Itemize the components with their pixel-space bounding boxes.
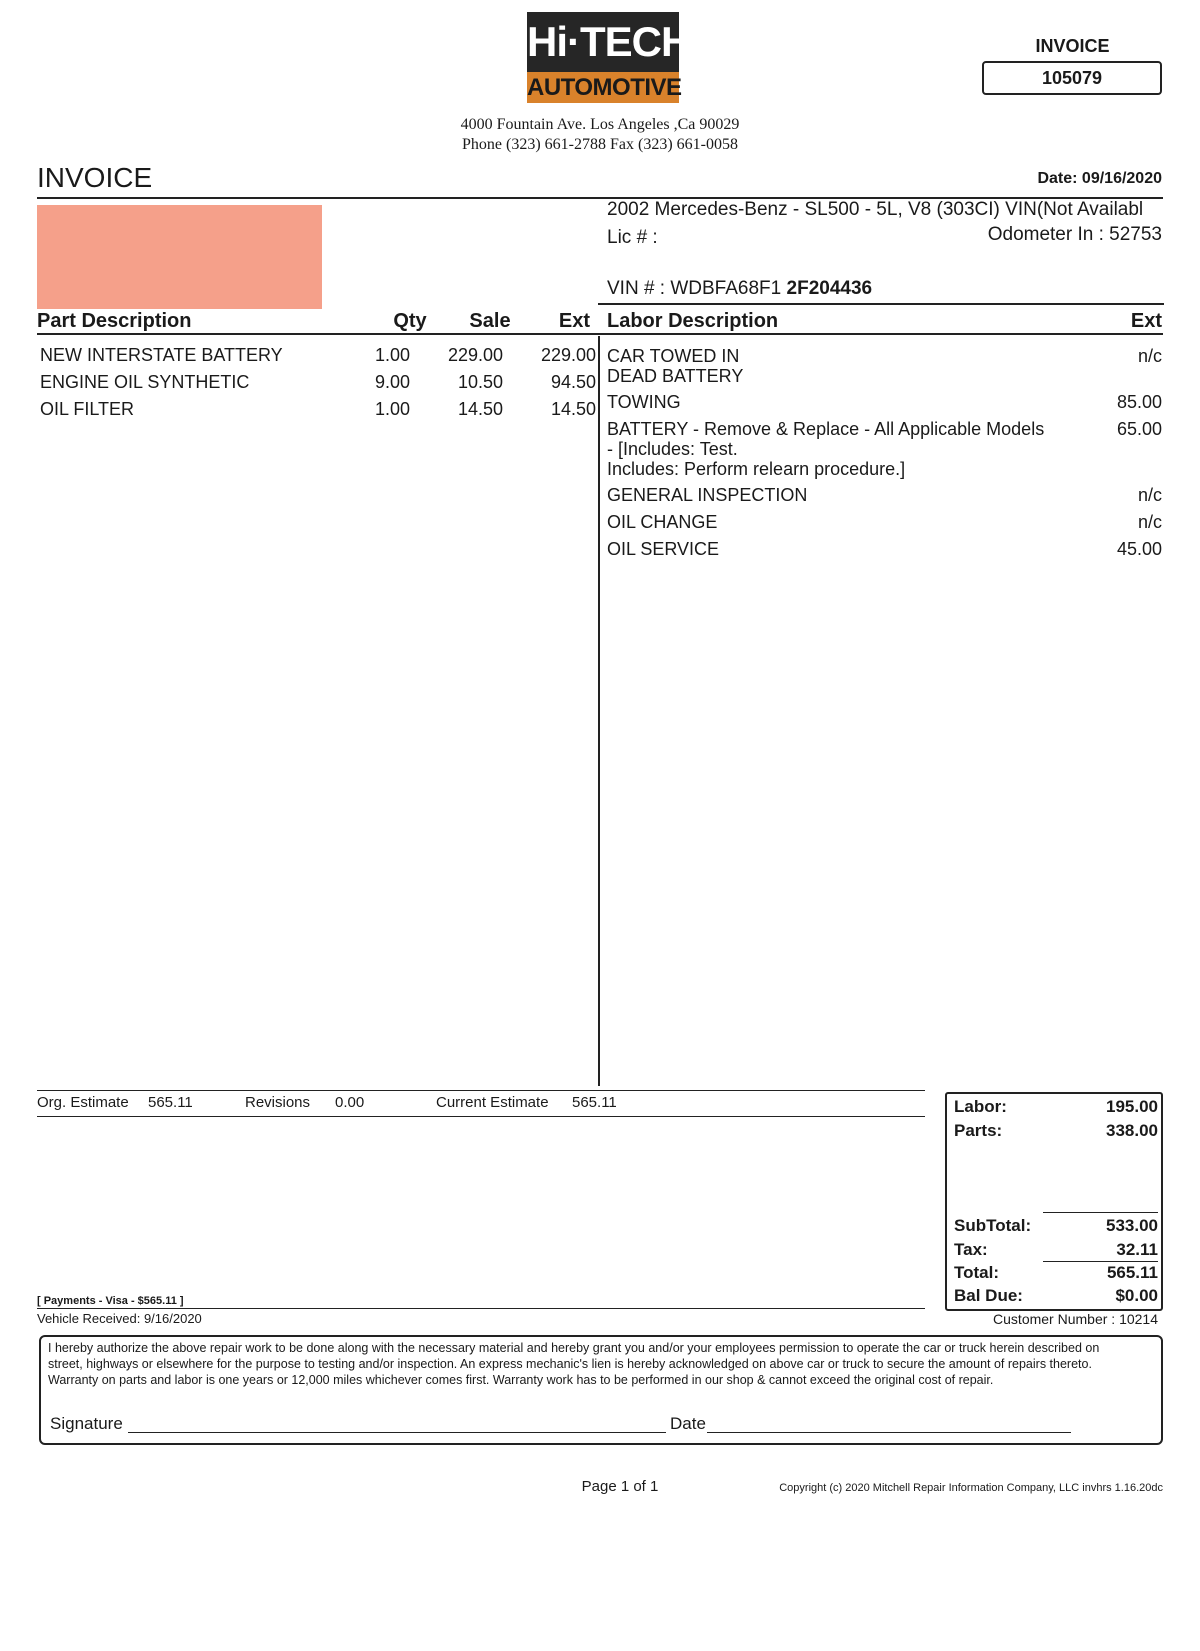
part-qty: 1.00 <box>374 345 410 365</box>
company-address: 4000 Fountain Ave. Los Angeles ,Ca 90029 <box>460 116 740 133</box>
estimate-top-divider <box>37 1090 925 1091</box>
labor-description-line2: - [Includes: Test. <box>607 439 738 459</box>
total-divider <box>1043 1261 1158 1262</box>
payments-note: [ Payments - Visa - $565.11 ] <box>37 1295 184 1307</box>
parts-total-value: 338.00 <box>1106 1121 1158 1140</box>
tax-value: 32.11 <box>1116 1240 1158 1259</box>
date-line[interactable] <box>707 1432 1071 1433</box>
parts-header-description: Part Description <box>37 310 192 332</box>
labor-ext: 85.00 <box>1116 392 1162 412</box>
authorization-text: I hereby authorize the above repair work to be done along with the necessary material and hereby grant you and/or your employees permission to operate the car or truck herein described on street, highways or elsewhere for the purpose to testing and/or inspection. An express mechanic's lien is hereby acknowledged on above car or truck to secure the amount of repairs thereto. Warranty on parts and labor is one years or 12,000 miles whichever comes first. Warranty work has to be performed in our shop & cannot exceed the original cost of repair. <box>48 1341 1100 1387</box>
part-description: ENGINE OIL SYNTHETIC <box>40 372 250 392</box>
labor-description: TOWING <box>607 392 681 412</box>
date-label: Date <box>670 1414 706 1433</box>
bal-due-label: Bal Due: <box>954 1286 1023 1305</box>
parts-total-label: Parts: <box>954 1121 1003 1140</box>
part-ext: 229.00 <box>540 345 596 365</box>
customer-number: Customer Number : 10214 <box>993 1311 1158 1327</box>
labor-description-line2: DEAD BATTERY <box>607 366 744 386</box>
part-ext: 14.50 <box>550 399 596 419</box>
part-description: OIL FILTER <box>40 399 135 419</box>
total-value: 565.11 <box>1106 1263 1158 1282</box>
total-label: Total: <box>954 1263 1000 1282</box>
signature-label: Signature <box>50 1414 123 1433</box>
parts-header-ext: Ext <box>558 310 590 332</box>
org-estimate-label: Org. Estimate <box>37 1094 129 1111</box>
tax-label: Tax: <box>954 1240 988 1259</box>
payments-divider <box>37 1308 925 1309</box>
estimate-bottom-divider <box>37 1116 925 1117</box>
page-title: INVOICE <box>37 162 153 193</box>
vin-bold-part: 2F204436 <box>786 278 873 299</box>
copyright-text: Copyright (c) 2020 Mitchell Repair Information Company, LLC invhrs 1.16.20dc <box>779 1482 1163 1494</box>
labor-ext: 45.00 <box>1116 539 1162 559</box>
odometer-in: Odometer In : 52753 <box>987 224 1162 245</box>
company-logo <box>527 12 691 103</box>
part-description: NEW INTERSTATE BATTERY <box>40 345 283 365</box>
page-number: Page 1 of 1 <box>581 1478 659 1495</box>
redacted-customer-info <box>37 205 322 309</box>
bal-due-value: $0.00 <box>1115 1286 1158 1305</box>
subtotal-value: 533.00 <box>1106 1216 1158 1235</box>
labor-total-label: Labor: <box>954 1097 1007 1116</box>
labor-header-description: Labor Description <box>607 310 779 332</box>
labor-description: CAR TOWED IN <box>607 346 740 366</box>
lic-label: Lic # : <box>607 227 658 248</box>
part-qty: 1.00 <box>374 399 410 419</box>
revisions-label: Revisions <box>245 1094 311 1111</box>
part-qty: 9.00 <box>374 372 410 392</box>
vin-divider <box>598 303 1164 305</box>
company-phone-fax: Phone (323) 661-2788 Fax (323) 661-0058 <box>462 136 738 153</box>
vin-label: VIN # : WDBFA68F1 <box>607 278 782 299</box>
subtotal-label: SubTotal: <box>954 1216 1032 1235</box>
subtotal-divider <box>1043 1212 1158 1213</box>
logo-bottom-text: AUTOMOTIVE <box>527 74 682 101</box>
labor-description: OIL SERVICE <box>607 539 720 559</box>
parts-header-sale: Sale <box>469 310 511 332</box>
vehicle-received: Vehicle Received: 9/16/2020 <box>37 1311 202 1326</box>
logo-top-text: Hi·TECH <box>527 12 679 72</box>
labor-ext: n/c <box>1137 346 1162 366</box>
labor-header-ext: Ext <box>1130 310 1162 332</box>
labor-description: GENERAL INSPECTION <box>607 485 808 505</box>
current-estimate-value: 565.11 <box>572 1094 617 1111</box>
vehicle-description: 2002 Mercedes-Benz - SL500 - 5L, V8 (303CI) VIN(Not Availabl <box>607 199 1144 220</box>
part-ext: 94.50 <box>550 372 596 392</box>
part-sale: 229.00 <box>447 345 503 365</box>
labor-ext: n/c <box>1137 485 1162 505</box>
labor-total-value: 195.00 <box>1106 1097 1158 1116</box>
part-sale: 10.50 <box>457 372 503 392</box>
org-estimate-value: 565.11 <box>148 1094 193 1111</box>
part-sale: 14.50 <box>457 399 503 419</box>
labor-ext: 65.00 <box>1116 419 1162 439</box>
vin-line <box>607 278 872 300</box>
revisions-value: 0.00 <box>335 1094 365 1111</box>
labor-description: BATTERY - Remove & Replace - All Applicable Models <box>607 419 1045 439</box>
invoice-number: 105079 <box>982 61 1162 95</box>
invoice-date: Date: 09/16/2020 <box>1037 170 1162 187</box>
header-divider <box>37 333 1163 335</box>
signature-line[interactable] <box>128 1432 666 1433</box>
labor-ext: n/c <box>1137 512 1162 532</box>
invoice-box-label: INVOICE <box>1035 36 1110 56</box>
current-estimate-label: Current Estimate <box>436 1094 549 1111</box>
column-divider <box>598 336 600 1086</box>
parts-header-qty: Qty <box>393 310 427 332</box>
labor-description: OIL CHANGE <box>607 512 718 532</box>
labor-description-line3: Includes: Perform relearn procedure.] <box>607 459 906 479</box>
